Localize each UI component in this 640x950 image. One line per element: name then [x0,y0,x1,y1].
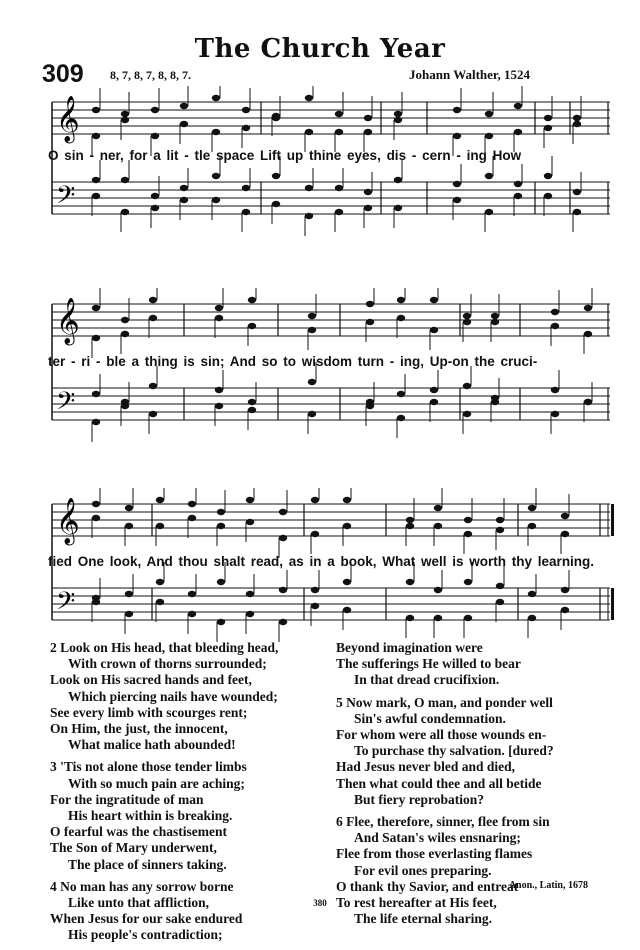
verse-line: His people's contradiction; [68,927,223,943]
note-head [343,607,351,613]
note-head [584,331,592,337]
note-head [397,391,405,397]
note-head [394,111,402,117]
music-system-2 [48,288,614,448]
note-head [406,523,414,529]
note-head [453,107,461,113]
note-head [272,201,280,207]
verse-line: Sin's awful condemnation. [354,710,506,726]
verse-line: For the ingratitude of man [50,791,204,807]
verse-line: His heart within is breaking. [68,808,233,824]
note-head [496,517,504,523]
note-head [215,305,223,311]
stanza [336,814,626,927]
note-head [92,177,100,183]
note-head [305,185,313,191]
note-head [212,197,220,203]
note-head [246,611,254,617]
note-head [397,297,405,303]
note-head [561,607,569,613]
note-head [212,173,220,179]
note-head [485,209,493,215]
note-head [463,383,471,389]
lyric-line-1: O sin - ner, for a lit - tle space Lift up thine eyes, dis - cern - ing How [48,148,522,163]
note-head [121,403,129,409]
verse-line: For evil ones preparing. [354,862,492,878]
note-head [180,197,188,203]
note-head [272,173,280,179]
note-head [430,399,438,405]
note-head [308,379,316,385]
note-head [305,213,313,219]
note-head [335,185,343,191]
note-head [308,411,316,417]
note-head [496,599,504,605]
note-head [188,501,196,507]
note-head [584,399,592,405]
note-head [188,611,196,617]
note-head [151,205,159,211]
note-head [151,107,159,113]
note-head [491,399,499,405]
verse-line: O thank thy Savior, and entreat [336,878,519,894]
note-head [453,133,461,139]
note-head [125,505,133,511]
note-head [364,129,372,135]
verse-line: Beyond imagination were [336,640,483,655]
note-head [248,297,256,303]
note-head [92,515,100,521]
verse-line: To rest hereafter at His feet, [336,895,497,911]
note-head [121,317,129,323]
note-head [121,177,129,183]
note-head [125,523,133,529]
verse-line: With so much pain are aching; [68,775,245,791]
note-head [311,497,319,503]
note-head [248,399,256,405]
verse-line: With crown of thorns surrounded; [68,656,267,672]
note-head [573,121,581,127]
verse-line: When Jesus for our sake endured [50,911,243,927]
note-head [364,205,372,211]
note-head [364,189,372,195]
note-head [279,619,287,625]
note-head [125,611,133,617]
verse-line: Had Jesus never bled and died, [336,759,516,775]
note-head [496,583,504,589]
verse-line: See every limb with scourges rent; [50,704,248,720]
note-head [544,173,552,179]
note-head [406,517,414,523]
verse-line: In that dread crucifixion. [354,672,500,688]
note-head [485,173,493,179]
note-head [217,579,225,585]
verse-line: Flee from those everlasting flames [336,846,533,862]
note-head [121,117,129,123]
note-head [248,407,256,413]
note-head [561,513,569,519]
note-head [551,387,559,393]
verse-line: But fiery reprobation? [354,791,484,807]
note-head [279,535,287,541]
note-head [212,129,220,135]
note-head [528,523,536,529]
verse-line: 3 'Tis not alone those tender limbs [50,759,247,775]
note-head [217,619,225,625]
note-head [335,129,343,135]
note-head [528,615,536,621]
verse-line: 2 Look on His head, that bleeding head, [50,640,279,655]
note-head [248,323,256,329]
stanza [336,640,626,689]
note-head [434,615,442,621]
note-head [434,523,442,529]
note-head [279,509,287,515]
note-head [430,327,438,333]
note-head [92,501,100,507]
note-head [215,315,223,321]
verse-line: 6 Flee, therefore, sinner, flee from sin [336,814,550,830]
note-head [463,319,471,325]
note-head [311,531,319,537]
note-head [217,509,225,515]
note-head [561,587,569,593]
note-head [514,129,522,135]
verse-line: O fearful was the chastisement [50,824,227,840]
hymn-composer: Johann Walther, 1524 [408,67,530,82]
verse-line: What malice hath abounded! [68,737,236,753]
note-head [311,587,319,593]
note-head [92,305,100,311]
note-head [180,103,188,109]
note-head [92,193,100,199]
note-head [464,579,472,585]
note-head [305,95,313,101]
note-head [464,531,472,537]
verse-line: And Satan's wiles ensnaring; [354,830,521,846]
note-head [491,313,499,319]
note-head [92,419,100,425]
note-head [215,403,223,409]
verse-line: 5 Now mark, O man, and ponder well [336,694,553,710]
note-head [151,133,159,139]
note-head [464,517,472,523]
note-head [366,301,374,307]
note-head [242,125,250,131]
note-head [180,185,188,191]
verse-line: The life eternal sharing. [354,911,492,927]
note-head [561,531,569,537]
note-head [430,387,438,393]
note-head [335,209,343,215]
note-head [485,111,493,117]
stanza [50,640,340,753]
note-head [156,523,164,529]
verse-line: Like unto that affliction, [68,895,210,911]
note-head [149,297,157,303]
note-head [242,185,250,191]
note-head [246,497,254,503]
note-head [453,197,461,203]
note-head [496,527,504,533]
note-head [215,387,223,393]
note-head [464,615,472,621]
treble-clef-icon: 𝄞 [56,96,80,142]
note-head [156,497,164,503]
lyric-line-3: fied One look, And thou shalt read, as in a book, What well is worth thy learning. [48,554,595,569]
note-head [430,297,438,303]
verse-line: The sufferings He willed to bear [336,656,521,672]
verse-line: The Son of Mary underwent, [50,840,217,856]
note-head [305,129,313,135]
note-head [544,115,552,121]
note-head [279,587,287,593]
hymn-meter: 8, 7, 8, 7, 8, 8, 7. [110,68,191,82]
note-head [156,599,164,605]
note-head [434,505,442,511]
note-head [180,121,188,127]
verse-line: Which piercing nails have wounded; [68,688,278,704]
note-head [242,209,250,215]
note-head [242,107,250,113]
text-attribution: Anon., Latin, 1678 [508,880,588,891]
note-head [573,115,581,121]
note-head [272,113,280,119]
bass-clef-icon: 𝄢 [56,181,76,216]
note-head [528,505,536,511]
music-system-1 [48,86,614,246]
music-system-3 [48,488,614,648]
note-head [551,323,559,329]
verse-line: For whom were all those wounds en- [336,727,547,743]
note-head [92,133,100,139]
note-head [335,111,343,117]
hymn-number: 309 [42,60,84,88]
note-head [364,115,372,121]
note-head [366,319,374,325]
note-head [125,591,133,597]
note-head [584,305,592,311]
note-head [188,591,196,597]
note-head [92,599,100,605]
treble-clef-icon: 𝄞 [56,498,80,544]
verse-line: On Him, the just, the innocent, [50,721,228,737]
note-head [463,411,471,417]
note-head [121,209,129,215]
note-head [156,579,164,585]
note-head [491,319,499,325]
note-head [394,205,402,211]
note-head [394,117,402,123]
note-head [551,309,559,315]
note-head [149,411,157,417]
note-head [394,177,402,183]
note-head [92,335,100,341]
lyric-line-2: ter - ri - ble a thing is sin; And so to wisdom turn - ing, Up-on the cruci- [48,354,538,369]
page-number: 380 [313,898,327,908]
note-head [121,331,129,337]
stanza [50,759,340,872]
note-head [308,313,316,319]
note-head [149,315,157,321]
note-head [188,515,196,521]
verse-line: To purchase thy salvation. [dured? [354,743,554,759]
note-head [406,615,414,621]
verse-line: Look on His sacred hands and feet, [50,672,252,688]
note-head [246,591,254,597]
stanza [50,879,340,944]
grand-staff-1 [48,86,614,246]
note-head [544,125,552,131]
note-head [514,193,522,199]
note-head [406,579,414,585]
note-head [217,523,225,529]
note-head [528,591,536,597]
note-head [343,579,351,585]
verse-line: The place of sinners taking. [68,856,227,872]
note-head [366,403,374,409]
note-head [397,415,405,421]
verse-line: Then what could thee and all betide [336,775,542,791]
final-barline [611,504,614,536]
note-head [121,111,129,117]
note-head [485,133,493,139]
note-head [463,313,471,319]
note-head [311,603,319,609]
note-head [514,181,522,187]
note-head [551,411,559,417]
note-head [434,587,442,593]
bass-clef-icon: 𝄢 [56,587,76,622]
note-head [343,497,351,503]
note-head [212,95,220,101]
treble-clef-icon: 𝄞 [56,298,80,344]
note-head [514,103,522,109]
note-head [573,209,581,215]
note-head [92,391,100,397]
note-head [246,519,254,525]
note-head [544,193,552,199]
page-title: The Church Year [194,34,446,64]
note-head [397,315,405,321]
bass-clef-icon: 𝄢 [56,387,76,422]
note-head [151,193,159,199]
note-head [92,107,100,113]
note-head [308,327,316,333]
note-head [573,189,581,195]
note-head [343,523,351,529]
note-head [149,383,157,389]
stanza [336,695,626,808]
note-head [453,181,461,187]
final-barline [611,588,614,620]
verse-line: 4 No man has any sorrow borne [50,878,234,894]
